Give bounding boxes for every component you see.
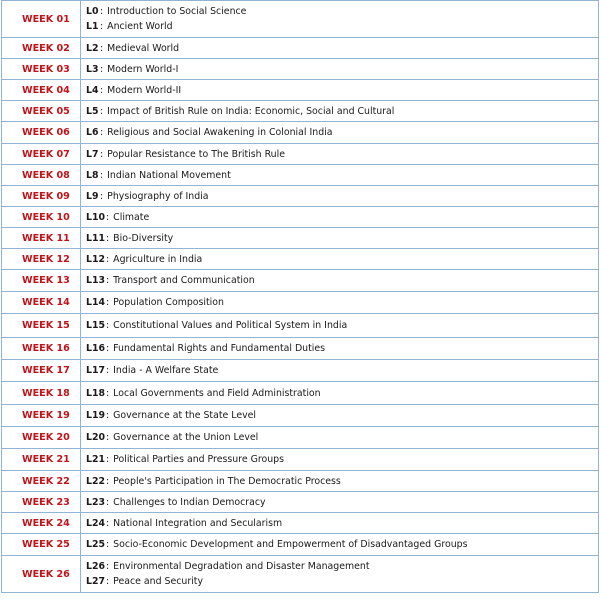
lesson-title: Popular Resistance to The British Rule (107, 148, 285, 160)
lesson-title: Political Parties and Pressure Groups (113, 454, 284, 465)
lesson-code: L21 (86, 454, 106, 465)
lesson-separator: : (106, 496, 110, 508)
lesson-separator: : (106, 576, 110, 587)
week-row (2, 207, 599, 228)
week-label: WEEK 13 (2, 270, 81, 292)
week-label: WEEK 24 (2, 513, 81, 534)
lesson-title: Constitutional Values and Political System in India (113, 320, 348, 331)
lesson-cell (81, 101, 599, 122)
lesson-cell (81, 80, 599, 101)
lesson-title: Challenges to Indian Democracy (113, 496, 266, 508)
lesson-title: Bio-Diversity (113, 232, 174, 244)
lesson-item (86, 273, 598, 288)
lesson-title: National Integration and Secularism (113, 517, 283, 529)
lesson-title: Transport and Communication (113, 275, 255, 286)
lesson-item (86, 189, 598, 204)
lesson-title: Peace and Security (113, 576, 204, 587)
lesson-separator: : (106, 387, 110, 399)
lesson-separator: : (100, 169, 104, 181)
lesson-item (86, 559, 598, 574)
lesson-code: L9 (86, 190, 99, 202)
lesson-code: L17 (86, 365, 106, 376)
lesson-item (86, 495, 598, 510)
lesson-cell (81, 59, 599, 80)
lesson-title: Climate (113, 211, 150, 223)
lesson-code: L18 (86, 387, 106, 399)
week-row (2, 59, 599, 80)
week-label: WEEK 11 (2, 228, 81, 249)
lesson-code: L13 (86, 275, 106, 286)
week-label: WEEK 21 (2, 449, 81, 471)
lesson-separator: : (106, 454, 110, 465)
week-row (2, 314, 599, 338)
lesson-cell (81, 314, 599, 338)
schedule-body (2, 1, 599, 593)
lesson-item (86, 210, 598, 225)
week-label: WEEK 02 (2, 38, 81, 59)
lesson-separator: : (100, 63, 104, 75)
week-label: WEEK 09 (2, 186, 81, 207)
lesson-code: L15 (86, 320, 106, 331)
lesson-cell (81, 186, 599, 207)
week-label: WEEK 16 (2, 338, 81, 360)
lesson-separator: : (100, 21, 104, 32)
week-label: WEEK 14 (2, 292, 81, 314)
week-row (2, 556, 599, 593)
lesson-cell (81, 449, 599, 471)
week-label: WEEK 18 (2, 382, 81, 405)
lesson-title: Indian National Movement (107, 169, 231, 181)
week-row (2, 382, 599, 405)
lesson-item (86, 574, 598, 589)
lesson-item (86, 516, 598, 531)
lesson-separator: : (100, 190, 104, 202)
lesson-cell (81, 427, 599, 449)
week-row (2, 360, 599, 382)
lesson-item (86, 386, 598, 401)
lesson-cell (81, 207, 599, 228)
lesson-code: L20 (86, 432, 106, 443)
week-label: WEEK 20 (2, 427, 81, 449)
week-row (2, 534, 599, 556)
lesson-cell (81, 471, 599, 492)
lesson-code: L25 (86, 539, 106, 550)
lesson-title: Local Governments and Field Administration (113, 387, 321, 399)
lesson-item (86, 83, 598, 98)
week-row (2, 1, 599, 38)
lesson-separator: : (100, 148, 104, 160)
lesson-separator: : (100, 6, 104, 17)
week-label: WEEK 08 (2, 165, 81, 186)
lesson-cell (81, 292, 599, 314)
week-label: WEEK 06 (2, 122, 81, 144)
lesson-cell (81, 556, 599, 593)
week-row (2, 492, 599, 513)
week-label: WEEK 03 (2, 59, 81, 80)
lesson-separator: : (106, 211, 110, 223)
lesson-code: L23 (86, 496, 106, 508)
lesson-code: L8 (86, 169, 99, 181)
lesson-title: Modern World-I (107, 63, 179, 75)
lesson-separator: : (106, 365, 110, 376)
week-label: WEEK 25 (2, 534, 81, 556)
week-row (2, 513, 599, 534)
lesson-title: Socio-Economic Development and Empowerment of Disadvantaged Groups (113, 539, 468, 550)
week-row (2, 38, 599, 59)
lesson-code: L5 (86, 105, 99, 117)
lesson-code: L16 (86, 343, 106, 354)
week-row (2, 270, 599, 292)
lesson-code: L4 (86, 84, 99, 96)
lesson-code: L10 (86, 211, 106, 223)
lesson-title: Governance at the State Level (113, 410, 257, 421)
lesson-item (86, 147, 598, 162)
lesson-item (86, 252, 598, 267)
lesson-title: Fundamental Rights and Fundamental Duties (113, 343, 326, 354)
week-row (2, 449, 599, 471)
lesson-title: Ancient World (107, 21, 173, 32)
lesson-title: Agriculture in India (113, 253, 203, 265)
lesson-item (86, 4, 598, 19)
week-row (2, 144, 599, 165)
lesson-code: L12 (86, 253, 106, 265)
week-row (2, 80, 599, 101)
week-row (2, 165, 599, 186)
lesson-separator: : (106, 410, 110, 421)
lesson-separator: : (100, 42, 104, 54)
lesson-item (86, 363, 598, 378)
lesson-separator: : (100, 127, 104, 138)
week-label: WEEK 07 (2, 144, 81, 165)
week-label: WEEK 05 (2, 101, 81, 122)
week-label: WEEK 17 (2, 360, 81, 382)
week-row (2, 228, 599, 249)
lesson-cell (81, 270, 599, 292)
lesson-item (86, 62, 598, 77)
week-row (2, 338, 599, 360)
lesson-separator: : (100, 105, 104, 117)
lesson-code: L24 (86, 517, 106, 529)
lesson-item (86, 125, 598, 140)
lesson-cell (81, 122, 599, 144)
lesson-separator: : (106, 253, 110, 265)
week-row (2, 427, 599, 449)
lesson-item (86, 295, 598, 310)
lesson-separator: : (106, 320, 110, 331)
lesson-cell (81, 405, 599, 427)
lesson-title: People's Participation in The Democratic Process (113, 475, 341, 487)
lesson-title: Modern World-II (107, 84, 182, 96)
lesson-cell (81, 144, 599, 165)
lesson-title: Religious and Social Awakening in Colonial India (107, 127, 333, 138)
lesson-separator: : (100, 84, 104, 96)
lesson-code: L0 (86, 6, 99, 17)
lesson-separator: : (106, 343, 110, 354)
week-row (2, 249, 599, 270)
week-label: WEEK 19 (2, 405, 81, 427)
lesson-code: L11 (86, 232, 106, 244)
lesson-item (86, 104, 598, 119)
lesson-item (86, 41, 598, 56)
lesson-separator: : (106, 561, 110, 572)
lesson-separator: : (106, 297, 110, 308)
lesson-title: Population Composition (113, 297, 224, 308)
week-label: WEEK 10 (2, 207, 81, 228)
lesson-item (86, 430, 598, 445)
lesson-cell (81, 1, 599, 38)
lesson-item (86, 168, 598, 183)
lesson-separator: : (106, 475, 110, 487)
lesson-cell (81, 38, 599, 59)
lesson-separator: : (106, 232, 110, 244)
lesson-separator: : (106, 517, 110, 529)
lesson-separator: : (106, 432, 110, 443)
lesson-item (86, 408, 598, 423)
lesson-title: Impact of British Rule on India: Economic, Social and Cultural (107, 105, 395, 117)
week-label: WEEK 23 (2, 492, 81, 513)
lesson-code: L14 (86, 297, 106, 308)
week-label: WEEK 15 (2, 314, 81, 338)
lesson-code: L2 (86, 42, 99, 54)
lesson-code: L22 (86, 475, 106, 487)
schedule-table (1, 0, 599, 593)
lesson-cell (81, 228, 599, 249)
lesson-cell (81, 382, 599, 405)
lesson-code: L6 (86, 127, 99, 138)
lesson-cell (81, 165, 599, 186)
week-label: WEEK 22 (2, 471, 81, 492)
week-row (2, 405, 599, 427)
lesson-cell (81, 492, 599, 513)
lesson-cell (81, 249, 599, 270)
lesson-code: L7 (86, 148, 99, 160)
lesson-item (86, 341, 598, 356)
week-row (2, 186, 599, 207)
week-row (2, 292, 599, 314)
lesson-title: Governance at the Union Level (113, 432, 259, 443)
lesson-title: Introduction to Social Science (107, 6, 247, 17)
lesson-code: L26 (86, 561, 106, 572)
lesson-code: L19 (86, 410, 106, 421)
lesson-title: Medieval World (107, 42, 180, 54)
lesson-title: Environmental Degradation and Disaster Management (113, 561, 370, 572)
week-label: WEEK 04 (2, 80, 81, 101)
lesson-cell (81, 338, 599, 360)
lesson-separator: : (106, 275, 110, 286)
lesson-code: L27 (86, 576, 106, 587)
lesson-item (86, 474, 598, 489)
lesson-code: L1 (86, 21, 99, 32)
lesson-separator: : (106, 539, 110, 550)
week-label: WEEK 01 (2, 1, 81, 38)
lesson-title: Physiography of India (107, 190, 209, 202)
lesson-item (86, 19, 598, 34)
lesson-item (86, 537, 598, 552)
lesson-item (86, 452, 598, 467)
lesson-item (86, 231, 598, 246)
lesson-code: L3 (86, 63, 99, 75)
week-row (2, 471, 599, 492)
lesson-cell (81, 534, 599, 556)
lesson-title: India - A Welfare State (113, 365, 219, 376)
week-label: WEEK 12 (2, 249, 81, 270)
week-row (2, 101, 599, 122)
week-label: WEEK 26 (2, 556, 81, 593)
week-row (2, 122, 599, 144)
lesson-item (86, 318, 598, 333)
lesson-cell (81, 360, 599, 382)
lesson-cell (81, 513, 599, 534)
